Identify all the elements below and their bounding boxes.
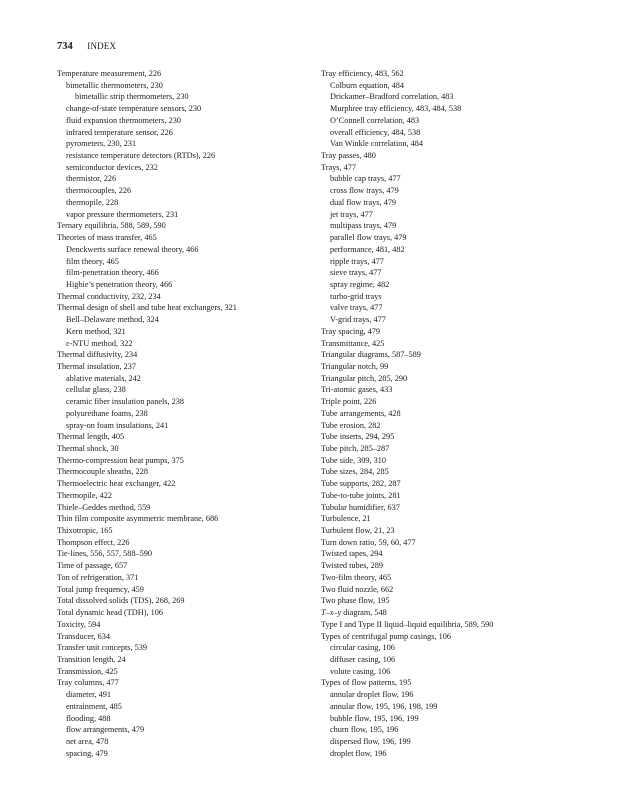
index-subentry: ablative materials, 242 (66, 373, 141, 383)
index-subentry: circular casing, 106 (330, 643, 395, 653)
index-entry: Tube side, 309, 310 (321, 455, 387, 465)
index-entry: Thermal length, 405 (57, 432, 125, 442)
index-subentry: change-of-state temperature sensors, 230 (66, 104, 202, 114)
index-subentry: Colburn equation, 484 (330, 80, 405, 90)
index-subentry: ceramic fiber insulation panels, 238 (66, 397, 184, 407)
index-subentry: semiconductor devices, 232 (66, 162, 158, 172)
page-number: 734 (57, 41, 73, 52)
index-entry: Tube supports, 282, 287 (321, 479, 401, 489)
index-entry: Tube sizes, 284, 285 (321, 467, 389, 477)
index-entry: Transmittance, 425 (321, 338, 385, 348)
index-subentry: cross flow trays, 479 (330, 186, 399, 196)
index-entry: Triangular diagrams, 587–589 (321, 350, 421, 360)
index-entry: Thermal shock, 30 (57, 444, 119, 453)
index-entry: Two fluid nozzle, 662 (321, 584, 394, 594)
index-subentry: diameter, 491 (66, 690, 112, 700)
index-entry: Triple point, 226 (321, 397, 377, 407)
index-entry: Thixotropic, 165 (57, 526, 113, 536)
index-entry: Theories of mass transfer, 465 (57, 233, 157, 243)
index-subentry: fluid expansion thermometers, 230 (66, 115, 182, 125)
index-column-right (321, 68, 581, 759)
index-subentry: spray regime, 482 (330, 279, 390, 289)
index-subentry: spacing, 479 (66, 748, 108, 758)
page-header (57, 41, 116, 52)
index-entry: Thermal conductivity, 232, 234 (57, 291, 161, 301)
index-entry: Tube pitch, 285–287 (321, 444, 390, 453)
index-entry: Time of passage, 657 (57, 561, 128, 571)
index-entry: Tie-lines, 556, 557, 588–590 (57, 549, 153, 559)
index-subentry: ε-NTU method, 322 (66, 338, 133, 348)
index-entry: Turbulent flow, 21, 23 (321, 526, 395, 536)
index-entry: Total dynamic head (TDH), 106 (57, 608, 163, 618)
index-entry: Total jump frequency, 459 (57, 584, 144, 594)
index-subentry: spray-on foam insulations, 241 (66, 420, 169, 430)
index-subentry: ripple trays, 477 (330, 256, 384, 266)
index-entry: Temperature measurement, 226 (57, 69, 162, 78)
index-subentry: cellular glass, 238 (66, 385, 126, 395)
index-subentry: dispersed flow, 196, 199 (330, 736, 411, 746)
index-entry: Tube erosion, 282 (321, 420, 381, 430)
index-subentry: Drickamer–Bradford correlation, 483 (330, 92, 454, 102)
index-entry: Thermoelectric heat exchanger, 422 (57, 479, 176, 489)
index-subentry: annular flow, 195, 196, 198, 199 (330, 701, 438, 711)
index-subentry: valve trays, 477 (330, 303, 383, 313)
index-subentry: diffuser casing, 106 (330, 654, 396, 664)
index-entry: Tube arrangements, 428 (321, 408, 401, 418)
index-subentry: Kern method, 321 (66, 326, 126, 336)
index-subentry: churn flow, 195, 196 (330, 725, 399, 735)
index-subentry: Denckwerts surface renewal theory, 466 (66, 244, 199, 254)
index-entry: Total dissolved solids (TDS), 268, 269 (57, 596, 185, 606)
index-subentry: bubble cap trays, 477 (330, 174, 401, 184)
index-subentry: sieve trays, 477 (330, 268, 382, 278)
index-entry: Tube inserts, 294, 295 (321, 432, 395, 442)
index-subentry: thermistor, 226 (66, 174, 117, 184)
index-subentry: infrared temperature sensor, 226 (66, 127, 173, 137)
index-entry: Thermo-compression heat pumps, 375 (57, 455, 184, 465)
index-subentry: volute casing, 106 (330, 666, 391, 676)
index-subentry: performance, 481, 482 (330, 244, 405, 254)
index-entry: Thermal design of shell and tube heat exchangers, 321 (57, 303, 237, 313)
index-entry: Thin film composite asymmetric membrane, 686 (57, 514, 219, 524)
index-subentry: dual flow trays, 479 (330, 197, 396, 207)
index-subentry: bubble flow, 195, 196, 199 (330, 713, 419, 723)
index-subentry: annular droplet flow, 196 (330, 690, 414, 700)
index-subentry: Higbie’s penetration theory, 466 (66, 279, 173, 289)
index-subentry: pyrometers, 230, 231 (66, 139, 137, 149)
index-entry: Types of centrifugal pump casings, 106 (321, 631, 452, 641)
index-subentry: net area, 478 (66, 736, 109, 746)
index-subentry: jet trays, 477 (330, 209, 373, 219)
index-entry: Ton of refrigeration, 371 (57, 572, 139, 582)
index-entry: Triangular pitch, 285, 290 (321, 373, 408, 383)
index-subentry: droplet flow, 196 (330, 748, 387, 758)
index-entry: Transfer unit concepts, 539 (57, 643, 147, 653)
index-subentry: turbo-grid trays (330, 291, 382, 301)
index-subentry: Bell–Delaware method, 324 (66, 315, 159, 325)
index-subentry: parallel flow trays, 479 (330, 233, 407, 243)
index-subentry: film theory, 465 (66, 256, 119, 266)
index-entry: Trays, 477 (321, 162, 356, 172)
index-subentry: thermocouples, 226 (66, 186, 132, 196)
index-entry: Tube-to-tube joints, 281 (321, 490, 401, 500)
index-subentry: flow arrangements, 479 (66, 725, 145, 735)
index-subentry: entrainment, 485 (66, 701, 122, 711)
index-entry: Thiele–Geddes method, 559 (57, 502, 151, 512)
index-entry: Transducer, 634 (57, 631, 110, 641)
index-subentry: resistance temperature detectors (RTDs), 226 (66, 151, 216, 161)
index-entry: Thermal diffusivity, 234 (57, 350, 138, 360)
index-subentry: Van Winkle correlation, 484 (330, 139, 423, 149)
index-entry: Thermocouple sheaths, 228 (57, 467, 148, 477)
index-subentry: film-penetration theory, 466 (66, 268, 159, 278)
index-entry: Thermopile, 422 (57, 490, 112, 500)
index-entry: T–x–y diagram, 548 (321, 608, 387, 618)
index-entry: Two-film theory, 465 (321, 572, 392, 582)
index-entry: Types of flow patterns, 195 (321, 678, 412, 688)
index-entry: Tray columns, 477 (57, 678, 119, 688)
index-subentry: O’Connell correlation, 483 (330, 115, 420, 125)
index-subentry: V-grid trays, 477 (330, 315, 386, 325)
running-title: INDEX (87, 41, 117, 51)
index-entry: Tri-atomic gases, 433 (321, 385, 393, 395)
index-entry: Tubular humidifier, 637 (321, 502, 400, 512)
index-column-left (57, 68, 297, 759)
index-subentry: flooding, 488 (66, 713, 111, 723)
index-entry: Tray efficiency, 483, 562 (321, 69, 404, 78)
index-entry: Turn down ratio, 59, 60, 477 (321, 537, 416, 547)
index-entry: Ternary equilibria, 588, 589, 590 (57, 221, 166, 231)
index-entry: Tray spacing, 479 (321, 326, 381, 336)
index-subentry: bimetallic strip thermometers, 230 (75, 92, 189, 102)
index-subentry: multipass trays, 479 (330, 221, 397, 231)
index-subentry: thermopile, 228 (66, 197, 119, 207)
index-subentry: overall efficiency, 484, 538 (330, 127, 421, 137)
index-entry: Thermal insulation, 237 (57, 361, 137, 371)
index-subentry: Murphree tray efficiency, 483, 484, 538 (330, 104, 462, 114)
index-entry: Turbulence, 21 (321, 514, 371, 524)
index-entry: Thompson effect, 226 (57, 537, 130, 547)
index-entry: Transition length, 24 (57, 654, 126, 664)
index-entry: Twisted tapes, 294 (321, 549, 383, 559)
index-subentry: polyurethane foams, 238 (66, 408, 148, 418)
index-entry: Triangular notch, 99 (321, 361, 389, 371)
index-subentry: bimetallic thermometers, 230 (66, 80, 163, 90)
index-entry: Tray passes, 480 (321, 151, 376, 161)
index-entry: Twisted tubes, 289 (321, 561, 383, 571)
index-subentry: vapor pressure thermometers, 231 (66, 209, 179, 219)
index-entry: Two phase flow, 195 (321, 596, 390, 606)
index-entry: Toxicity, 594 (57, 619, 101, 629)
index-entry: Transmission, 425 (57, 666, 118, 676)
index-entry: Type I and Type II liquid–liquid equilibria, 589, 590 (321, 619, 494, 629)
